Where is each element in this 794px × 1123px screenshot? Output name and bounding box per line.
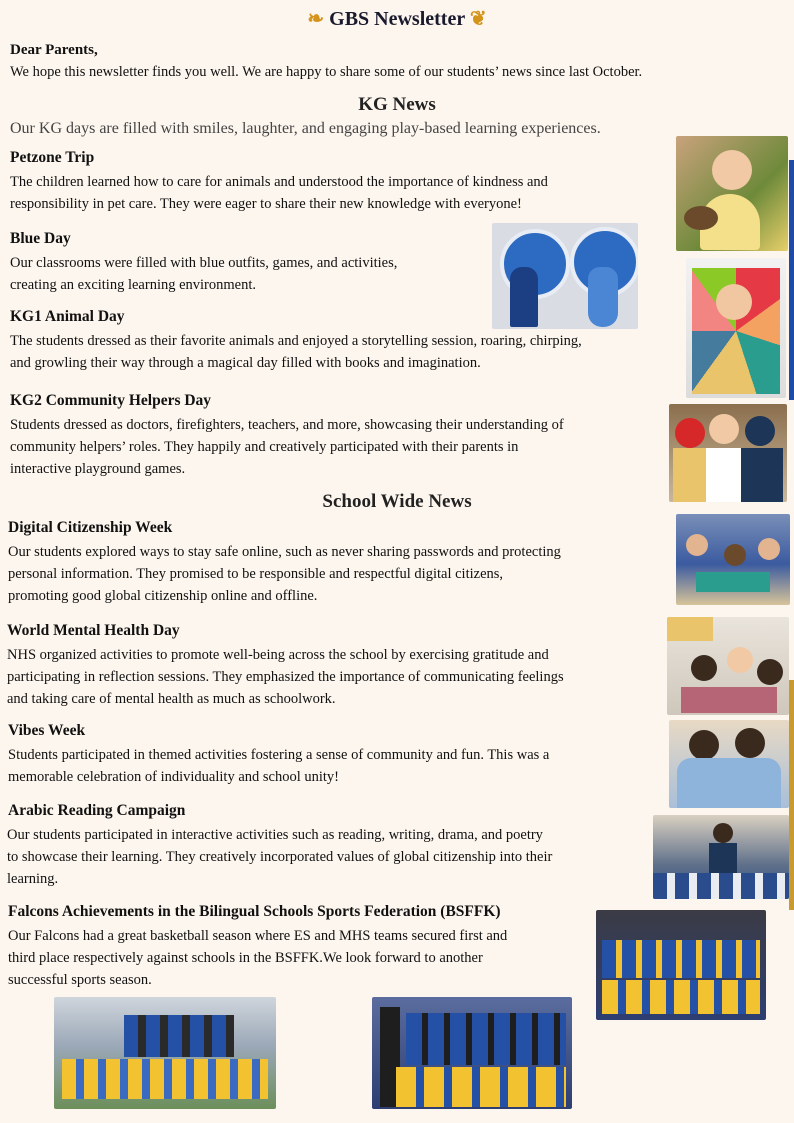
- swirl-left-icon: ❧: [307, 8, 325, 30]
- helpers-day-photo: [669, 404, 787, 502]
- kg-intro: Our KG days are filled with smiles, laughter, and engaging play-based learning experiences.: [10, 120, 601, 137]
- falcons-text: Our Falcons had a great basketball season where ES and MHS teams secured first and third place respectively against schools in the BSFFK.We look forward to another successful sports season.: [8, 928, 508, 988]
- blue-accent-bar: [789, 160, 794, 400]
- swirl-right-icon: ❦: [469, 8, 487, 30]
- blue-day-title: Blue Day: [10, 230, 71, 247]
- title-text: GBS Newsletter: [329, 8, 465, 30]
- mental-health-photo: [667, 617, 789, 715]
- petzone-title: Petzone Trip: [10, 149, 95, 166]
- newsletter-title: [0, 6, 794, 31]
- vibes-week-photo: [669, 720, 789, 808]
- arabic-reading-title: Arabic Reading Campaign: [8, 802, 186, 819]
- falcons-title: Falcons Achievements in the Bilingual Schools Sports Federation (BSFFK): [8, 903, 501, 920]
- mental-health-text: NHS organized activities to promote well-being across the school by exercising gratitude and participating in reflection sessions. They emphasized the importance of communicating feelings and taking care of mental health as much as schoolwork.: [7, 647, 564, 707]
- arabic-reading-text: Our students participated in interactive activities such as reading, writing, drama, and poetry to showcase their learning. They creatively incorporated values of global citizenship into their learning.: [7, 827, 553, 887]
- digital-citizenship-text: Our students explored ways to stay safe online, such as never sharing passwords and protecting personal information. They promised to be responsible and respectful digital citizens, promoting good global citizenship online and offline.: [8, 544, 561, 604]
- gold-accent-bar: [789, 680, 794, 910]
- mhs-team-photo: [372, 997, 572, 1109]
- petzone-photo: [676, 136, 788, 251]
- blue-day-text: Our classrooms were filled with blue outfits, games, and activities, creating an exciting learning environment.: [10, 255, 398, 293]
- animal-day-title: KG1 Animal Day: [10, 308, 125, 325]
- petzone-text: The children learned how to care for animals and understood the importance of kindness and responsibility in pet care. They were eager to share their new knowledge with everyone!: [10, 174, 548, 212]
- blue-day-photo: [492, 223, 638, 329]
- vibes-week-title: Vibes Week: [8, 722, 86, 739]
- greeting: Dear Parents,: [10, 42, 98, 58]
- kg-news-heading: KG News: [358, 94, 436, 115]
- school-news-heading: School Wide News: [322, 491, 472, 512]
- intro-text: We hope this newsletter finds you well. We are happy to share some of our students’ news since last October.: [10, 64, 643, 80]
- arabic-reading-photo: [653, 815, 789, 899]
- mental-health-title: World Mental Health Day: [7, 622, 180, 639]
- animal-day-text: The students dressed as their favorite animals and enjoyed a storytelling session, roaring, chirping, and growling their way through a magical day filled with books and imagination.: [10, 333, 582, 371]
- falcons-team-photo: [596, 910, 766, 1020]
- animal-day-photo: [686, 258, 786, 398]
- digital-citizenship-photo: [676, 514, 790, 605]
- vibes-week-text: Students participated in themed activities fostering a sense of community and fun. This was a memorable celebration of individuality and school unity!: [8, 747, 550, 785]
- es-team-photo: [54, 997, 276, 1109]
- helpers-day-title: KG2 Community Helpers Day: [10, 392, 212, 409]
- digital-citizenship-title: Digital Citizenship Week: [8, 519, 173, 536]
- helpers-day-text: Students dressed as doctors, firefighters, teachers, and more, showcasing their understanding of community helpers’ roles. They happily and creatively participated with their parents in interactive playground games.: [10, 417, 564, 477]
